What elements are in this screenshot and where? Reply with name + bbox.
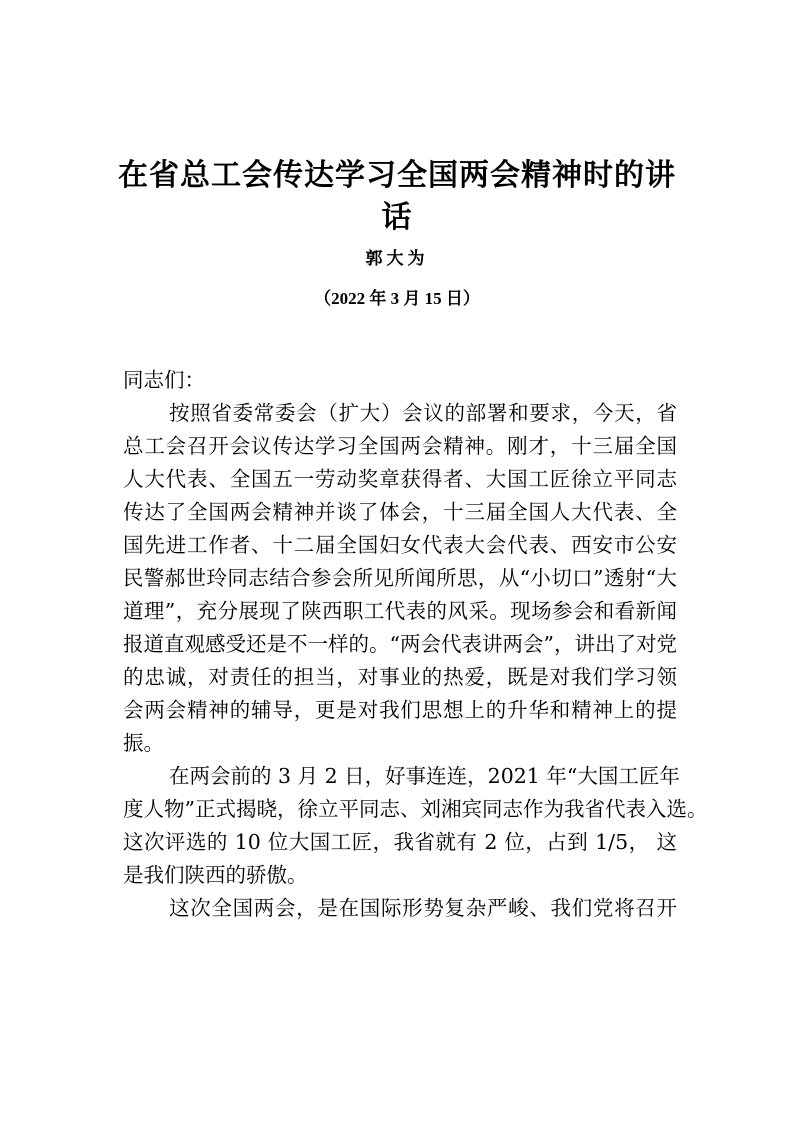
speech-date: （2022 年 3 月 15 日） (314, 289, 480, 308)
text-line: 传达了全国两会精神并谈了体会，十三届全国人大代表、全 (123, 500, 677, 524)
text-line: 总工会召开会议传达学习全国两会精神。刚才，十三届全国 (123, 434, 677, 458)
text-line: 按照省委常委会（扩大）会议的部署和要求，今天，省 (169, 401, 677, 425)
paragraph (123, 760, 708, 892)
text-line: 会两会精神的辅导，更是对我们思想上的升华和精神上的提 (123, 698, 677, 722)
text-line: 人大代表、全国五一劳动奖章获得者、大国工匠徐立平同志 (123, 467, 677, 491)
text-line: 振。 (123, 731, 164, 755)
text-line: 民警郝世玲同志结合参会所见所闻所思，从“小切口”透射“大 (123, 566, 677, 590)
text-line: 国先进工作者、十二届全国妇女代表大会代表、西安市公安 (123, 533, 677, 557)
paragraph (123, 397, 677, 760)
text-line: 是我们陕西的骄傲。 (123, 863, 308, 887)
document-title-line-2: 话 (381, 200, 413, 235)
paragraph (123, 892, 677, 925)
text-line: 报道直观感受还是不一样的。“两会代表讲两会”，讲出了对党 (123, 632, 677, 656)
document-title-line-1: 在省总工会传达学习全国两会精神时的讲 (118, 158, 676, 193)
text-line: 道理”，充分展现了陕西职工代表的风采。现场参会和看新闻 (123, 599, 677, 623)
text-line: 的忠诚，对责任的担当，对事业的热爱，既是对我们学习领 (123, 665, 677, 689)
text-line: 这次全国两会，是在国际形势复杂严峻、我们党将召开 (169, 896, 677, 920)
text-line: 度人物”正式揭晓，徐立平同志、刘湘宾同志作为我省代表入选。 (123, 797, 708, 821)
text-line: 这次评选的 10 位大国工匠，我省就有 2 位，占到 1/5， 这 (123, 830, 677, 854)
greeting: 同志们： (123, 368, 205, 392)
document-body (123, 364, 708, 925)
text-line: 在两会前的 3 月 2 日，好事连连，2021 年“大国工匠年 (169, 764, 680, 788)
author: 郭大为 (365, 249, 429, 269)
